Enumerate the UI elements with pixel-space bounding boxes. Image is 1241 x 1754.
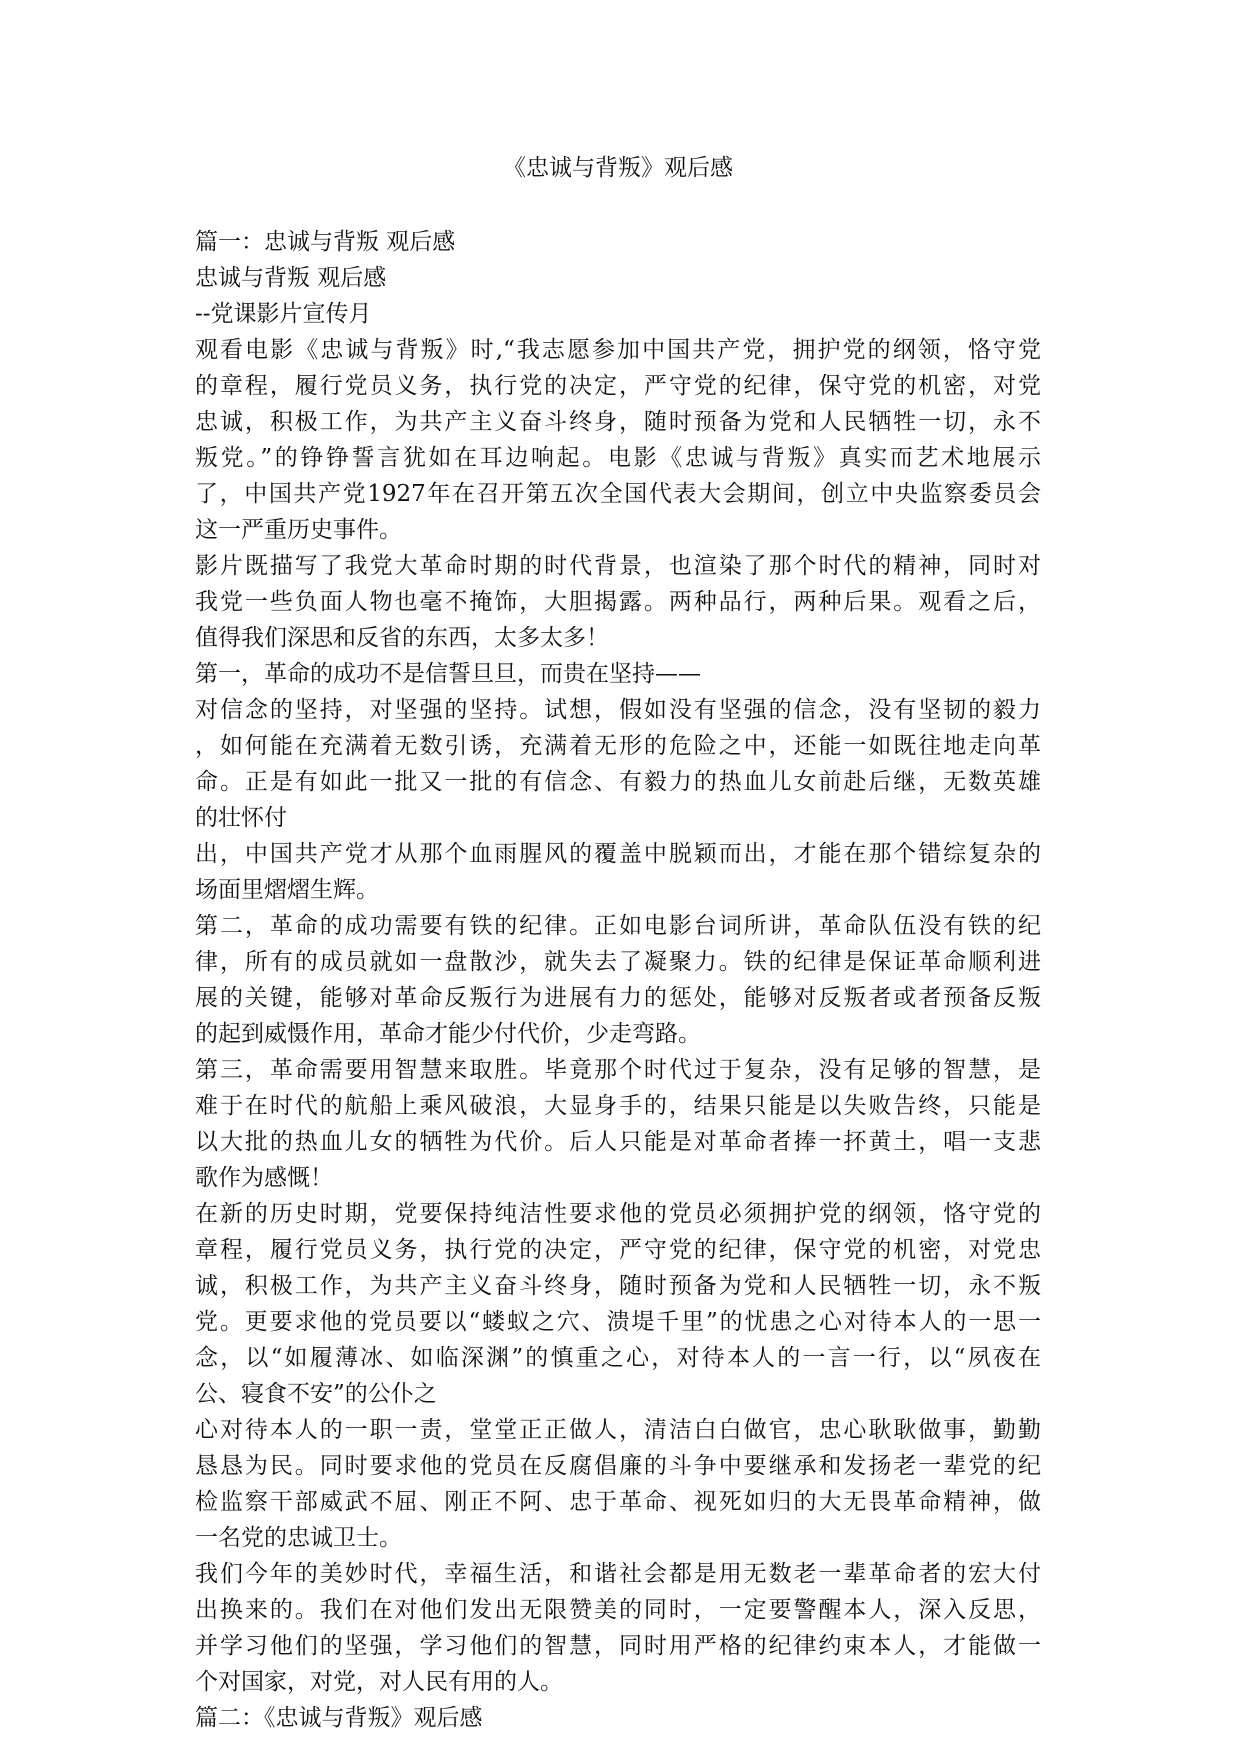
text-line: 公、寝食不安”的公仆之 [195, 1381, 437, 1407]
text-line: 我党一些负面人物也毫不掩饰，大胆揭露。两种品行，两种后果。观看之后， [195, 589, 1041, 615]
text-line: 并学习他们的坚强，学习他们的智慧，同时用严格的纪律约束本人，才能做一 [195, 1633, 1041, 1659]
text-line: 的章程，履行党员义务，执行党的决定，严守党的纪律，保守党的机密，对党 [195, 373, 1041, 399]
text-line: 展的关键，能够对革命反叛行为进展有力的惩处，能够对反叛者或者预备反叛 [195, 985, 1041, 1011]
text-line: 律，所有的成员就如一盘散沙，就失去了凝聚力。铁的纪律是保证革命顺利进 [195, 949, 1041, 975]
text-line: 念，以“如履薄冰、如临深渊”的慎重之心，对待本人的一言一行，以“夙夜在 [195, 1345, 1041, 1371]
document-body [195, 224, 1041, 1736]
text-line: 一名党的忠诚卫士。 [195, 1525, 402, 1551]
text-line: 观看电影《忠诚与背叛》时,“我志愿参加中国共产党，拥护党的纲领，恪守党 [195, 337, 1041, 363]
document-page [195, 150, 1041, 1736]
text-line: 恳恳为民。同时要求他的党员在反腐倡廉的斗争中要继承和发扬老一辈党的纪 [195, 1453, 1041, 1479]
text-line: 以大批的热血儿女的牺牲为代价。后人只能是对革命者捧一抔黄土，唱一支悲 [195, 1129, 1041, 1155]
text-line: 章程，履行党员义务，执行党的决定，严守党的纪律，保守党的机密，对党忠 [195, 1237, 1041, 1263]
text-line: 出换来的。我们在对他们发出无限赞美的同时，一定要警醒本人，深入反思， [195, 1597, 1041, 1623]
text-line: 场面里熠熠生辉。 [195, 877, 379, 903]
text-line: 这一严重历史事件。 [195, 517, 402, 543]
text-line: 党。更要求他的党员要以“蝼蚁之穴、溃堤千里”的忧患之心对待本人的一思一 [195, 1309, 1041, 1335]
text-line: 值得我们深思和反省的东西，太多太多！ [195, 625, 609, 651]
text-line: 叛党。”的铮铮誓言犹如在耳边响起。电影《忠诚与背叛》真实而艺术地展示 [195, 445, 1041, 471]
document-title: 《忠诚与背叛》观后感 [503, 155, 733, 181]
text-line: 了，中国共产党1927年在召开第五次全国代表大会期间，创立中央监察委员会 [195, 481, 1041, 507]
text-line: 难于在时代的航船上乘风破浪，大显身手的，结果只能是以失败告终，只能是 [195, 1093, 1041, 1119]
text-line: 在新的历史时期，党要保持纯洁性要求他的党员必须拥护党的纲领，恪守党的 [195, 1201, 1041, 1227]
text-line: ，如何能在充满着无数引诱，充满着无形的危险之中，还能一如既往地走向革 [195, 733, 1041, 759]
text-line: 出，中国共产党才从那个血雨腥风的覆盖中脱颖而出，才能在那个错综复杂的 [195, 841, 1041, 867]
text-line: --党课影片宣传月 [195, 301, 372, 327]
text-line: 篇二：《忠诚与背叛》观后感 [195, 1705, 483, 1731]
text-line: 第二，革命的成功需要有铁的纪律。正如电影台词所讲，革命队伍没有铁的纪 [195, 913, 1041, 939]
text-line: 第一，革命的成功不是信誓旦旦，而贵在坚持—— [195, 661, 701, 687]
text-line: 心对待本人的一职一责，堂堂正正做人，清洁白白做官，忠心耿耿做事，勤勤 [195, 1417, 1041, 1443]
text-line: 命。正是有如此一批又一批的有信念、有毅力的热血儿女前赴后继，无数英雄 [195, 769, 1041, 795]
text-line: 检监察干部威武不屈、刚正不阿、忠于革命、视死如归的大无畏革命精神，做 [195, 1489, 1041, 1515]
text-line: 我们今年的美妙时代，幸福生活，和谐社会都是用无数老一辈革命者的宏大付 [195, 1561, 1041, 1587]
text-line: 对信念的坚持，对坚强的坚持。试想，假如没有坚强的信念，没有坚韧的毅力 [195, 697, 1041, 723]
text-line: 影片既描写了我党大革命时期的时代背景，也渲染了那个时代的精神，同时对 [195, 553, 1041, 579]
text-line: 忠诚与背叛 观后感 [195, 265, 387, 291]
text-line: 的起到威慑作用，革命才能少付代价，少走弯路。 [195, 1021, 701, 1047]
text-line: 篇一：忠诚与背叛 观后感 [195, 229, 456, 255]
text-line: 诚，积极工作，为共产主义奋斗终身，随时预备为党和人民牺牲一切，永不叛 [195, 1273, 1041, 1299]
text-line: 第三，革命需要用智慧来取胜。毕竟那个时代过于复杂，没有足够的智慧，是 [195, 1057, 1041, 1083]
text-line: 忠诚，积极工作，为共产主义奋斗终身，随时预备为党和人民牺牲一切，永不 [195, 409, 1041, 435]
text-line: 歌作为感慨！ [195, 1165, 333, 1191]
text-line: 个对国家，对党，对人民有用的人。 [195, 1669, 563, 1695]
text-line: 的壮怀付 [195, 805, 287, 831]
